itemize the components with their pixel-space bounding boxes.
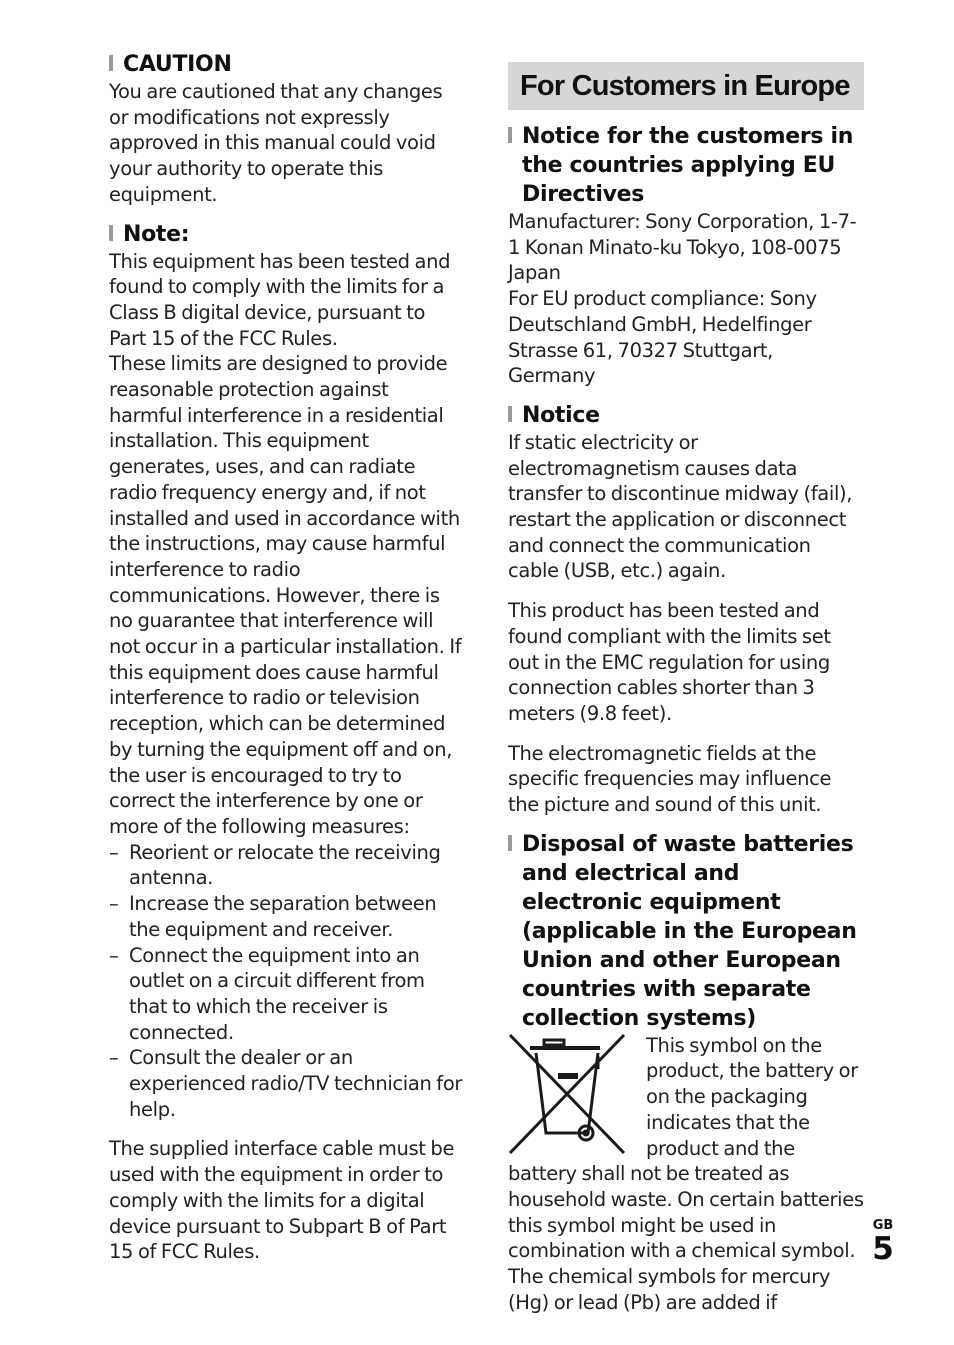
page-indicator	[870, 1218, 896, 1267]
left-column	[109, 50, 464, 1265]
page-number: 5	[872, 1231, 894, 1267]
measures-list	[109, 840, 464, 1123]
caution-heading: CAUTION	[109, 50, 464, 79]
disposal-text: This symbol on the product, the battery or on the packaging indicates that the product and the battery shall not be treated as household waste. On certain batteries this symbol might be used in combination with a chemical symbol. The chemical symbols for mercury (Hg) or lead (Pb) are added if	[508, 1033, 864, 1314]
cable-text: The supplied interface cable must be used with the equipment in order to comply with the limits for a digital device pursuant to Subpart B of Part 15 of FCC Rules.	[109, 1137, 455, 1264]
emc-text: This product has been tested and found compliant with the limits set out in the EMC regulation for using connection cables shorter than 3 meters (9.8 feet).	[508, 599, 831, 725]
eu-directives-heading: Notice for the customers in the countries applying EU Directives	[508, 122, 864, 209]
note-text-1: This equipment has been tested and found to comply with the limits for a Class B digital device, pursuant to Part 15 of the FCC Rules.	[109, 249, 451, 350]
notice-text: If static electricity or electromagnetism causes data transfer to discontinue midway (fail), restart the application or disconnect and connect the communication cable (USB, etc.) again.	[508, 430, 853, 583]
eu-compliance-text: For EU product compliance: Sony Deutschland GmbH, Hedelfinger Strasse 61, 70327 Stuttgart, Germany	[508, 287, 817, 388]
notice-heading: Notice	[508, 401, 864, 430]
disposal-heading: Disposal of waste batteries and electrical and electronic equipment (applicable in the European Union and other European countries with separate collection systems)	[508, 830, 864, 1033]
list-item: – Increase the separation between the equipment and receiver.	[109, 891, 464, 942]
crossed-out-wheelie-bin-icon	[508, 1033, 626, 1155]
banner-title: For Customers in Europe	[520, 69, 850, 102]
note-text-2: These limits are designed to provide reasonable protection against harmful interference in a residential installation. This equipment generates, uses, and can radiate radio frequency energy and, if not installed and used in accordance with the instructions, may cause harmful interference to radio communications. However, there is no guarantee that interference will not occur in a particular installation. If this equipment does cause harmful interference to radio or television reception, which can be determined by turning the equipment off and on, the user is encouraged to try to correct the interference by one or more of the following measures:	[109, 352, 462, 838]
manufacturer-text: Manufacturer: Sony Corporation, 1-7-1 Konan Minato-ku Tokyo, 108-0075 Japan	[508, 210, 857, 285]
right-column	[508, 50, 864, 1316]
language-code: GB	[872, 1218, 894, 1233]
caution-text: You are cautioned that any changes or modifications not expressly approved in this manual could void your authority to operate this equipment.	[109, 80, 443, 206]
list-item: – Reorient or relocate the receiving antenna.	[109, 840, 464, 891]
disposal-section	[508, 1033, 864, 1316]
europe-banner	[508, 62, 864, 110]
list-item: – Consult the dealer or an experienced radio/TV technician for help.	[109, 1045, 464, 1122]
note-heading: Note:	[109, 220, 464, 249]
list-item: – Connect the equipment into an outlet on a circuit different from that to which the receiver is connected.	[109, 943, 464, 1046]
fields-text: The electromagnetic fields at the specific frequencies may influence the picture and sound of this unit.	[508, 741, 832, 817]
